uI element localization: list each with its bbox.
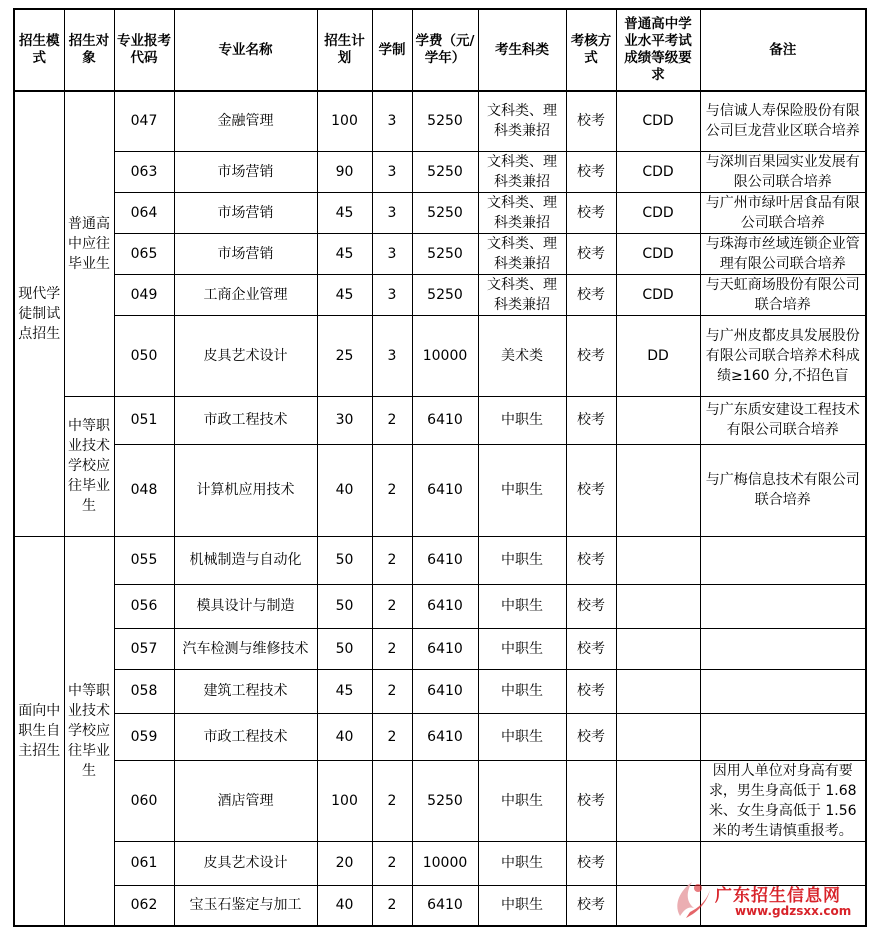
years-cell: 3 xyxy=(372,192,412,233)
name-cell: 市政工程技术 xyxy=(174,713,317,760)
name-cell: 市场营销 xyxy=(174,233,317,274)
mode-cell: 面向中职生自主招生 xyxy=(14,536,64,926)
note-cell: 因用人单位对身高有要求，男生身高低于 1.68米、女生身高低于 1.56米的考生请慎重报考。 xyxy=(700,760,866,841)
years-cell: 2 xyxy=(372,584,412,628)
table-row xyxy=(14,760,866,841)
plan-cell: 45 xyxy=(317,669,372,713)
fee-cell: 5250 xyxy=(412,274,478,315)
header-code: 专业报考代码 xyxy=(114,9,174,91)
years-cell: 2 xyxy=(372,444,412,536)
fee-cell: 6410 xyxy=(412,713,478,760)
fee-cell: 6410 xyxy=(412,396,478,444)
name-cell: 金融管理 xyxy=(174,91,317,151)
table-row xyxy=(14,584,866,628)
watermark-logo-icon xyxy=(672,876,714,922)
note-cell xyxy=(700,713,866,760)
code-cell: 056 xyxy=(114,584,174,628)
years-cell: 2 xyxy=(372,396,412,444)
years-cell: 3 xyxy=(372,91,412,151)
note-cell: 与信诚人寿保险股份有限公司巨龙营业区联合培养 xyxy=(700,91,866,151)
table-row xyxy=(14,91,866,151)
fee-cell: 6410 xyxy=(412,584,478,628)
plan-cell: 40 xyxy=(317,713,372,760)
header-fee: 学费（元/学年） xyxy=(412,9,478,91)
name-cell: 工商企业管理 xyxy=(174,274,317,315)
level-cell xyxy=(616,444,700,536)
category-cell: 文科类、理科类兼招 xyxy=(478,91,566,151)
fee-cell: 6410 xyxy=(412,669,478,713)
exam-cell: 校考 xyxy=(566,233,616,274)
fee-cell: 5250 xyxy=(412,192,478,233)
exam-cell: 校考 xyxy=(566,536,616,584)
exam-cell: 校考 xyxy=(566,91,616,151)
header-mode: 招生模式 xyxy=(14,9,64,91)
plan-cell: 45 xyxy=(317,192,372,233)
table-row xyxy=(14,444,866,536)
fee-cell: 5250 xyxy=(412,151,478,192)
exam-cell: 校考 xyxy=(566,274,616,315)
name-cell: 酒店管理 xyxy=(174,760,317,841)
header-category: 考生科类 xyxy=(478,9,566,91)
category-cell: 中职生 xyxy=(478,396,566,444)
fee-cell: 5250 xyxy=(412,233,478,274)
watermark-title: 广东招生信息网 xyxy=(715,886,841,906)
table-row xyxy=(14,396,866,444)
category-cell: 中职生 xyxy=(478,536,566,584)
years-cell: 3 xyxy=(372,274,412,315)
name-cell: 市政工程技术 xyxy=(174,396,317,444)
fee-cell: 6410 xyxy=(412,885,478,926)
code-cell: 051 xyxy=(114,396,174,444)
category-cell: 中职生 xyxy=(478,841,566,885)
years-cell: 2 xyxy=(372,669,412,713)
plan-cell: 40 xyxy=(317,444,372,536)
exam-cell: 校考 xyxy=(566,151,616,192)
code-cell: 059 xyxy=(114,713,174,760)
fee-cell: 10000 xyxy=(412,315,478,396)
category-cell: 中职生 xyxy=(478,669,566,713)
code-cell: 057 xyxy=(114,628,174,669)
note-cell: 与广州市绿叶居食品有限公司联合培养 xyxy=(700,192,866,233)
exam-cell: 校考 xyxy=(566,760,616,841)
note-cell xyxy=(700,841,866,885)
level-cell: CDD xyxy=(616,233,700,274)
category-cell: 文科类、理科类兼招 xyxy=(478,274,566,315)
code-cell: 048 xyxy=(114,444,174,536)
level-cell xyxy=(616,669,700,713)
fee-cell: 6410 xyxy=(412,536,478,584)
plan-cell: 30 xyxy=(317,396,372,444)
note-cell xyxy=(700,628,866,669)
mode-cell: 现代学徒制试点招生 xyxy=(14,91,64,536)
note-cell xyxy=(700,584,866,628)
note-cell xyxy=(700,669,866,713)
table-row xyxy=(14,315,866,396)
code-cell: 058 xyxy=(114,669,174,713)
note-cell: 与广东质安建设工程技术有限公司联合培养 xyxy=(700,396,866,444)
table-row xyxy=(14,628,866,669)
fee-cell: 10000 xyxy=(412,841,478,885)
years-cell: 2 xyxy=(372,628,412,669)
plan-cell: 40 xyxy=(317,885,372,926)
exam-cell: 校考 xyxy=(566,192,616,233)
name-cell: 市场营销 xyxy=(174,151,317,192)
code-cell: 047 xyxy=(114,91,174,151)
code-cell: 064 xyxy=(114,192,174,233)
table-row xyxy=(14,536,866,584)
years-cell: 2 xyxy=(372,536,412,584)
fee-cell: 6410 xyxy=(412,628,478,669)
plan-cell: 50 xyxy=(317,628,372,669)
exam-cell: 校考 xyxy=(566,584,616,628)
plan-cell: 90 xyxy=(317,151,372,192)
code-cell: 055 xyxy=(114,536,174,584)
years-cell: 2 xyxy=(372,841,412,885)
plan-cell: 25 xyxy=(317,315,372,396)
plan-cell: 50 xyxy=(317,584,372,628)
years-cell: 3 xyxy=(372,233,412,274)
category-cell: 中职生 xyxy=(478,885,566,926)
years-cell: 3 xyxy=(372,151,412,192)
exam-cell: 校考 xyxy=(566,713,616,760)
category-cell: 中职生 xyxy=(478,628,566,669)
header-note: 备注 xyxy=(700,9,866,91)
note-cell: 与广州皮都皮具发展股份有限公司联合培养术科成绩≥160 分,不招色盲 xyxy=(700,315,866,396)
code-cell: 060 xyxy=(114,760,174,841)
header-plan: 招生计划 xyxy=(317,9,372,91)
header-exam: 考核方式 xyxy=(566,9,616,91)
name-cell: 建筑工程技术 xyxy=(174,669,317,713)
fee-cell: 5250 xyxy=(412,91,478,151)
category-cell: 美术类 xyxy=(478,315,566,396)
code-cell: 049 xyxy=(114,274,174,315)
target-cell: 中等职业技术学校应往毕业生 xyxy=(64,536,114,926)
level-cell xyxy=(616,396,700,444)
note-cell: 与深圳百果园实业发展有限公司联合培养 xyxy=(700,151,866,192)
level-cell: CDD xyxy=(616,91,700,151)
plan-cell: 50 xyxy=(317,536,372,584)
level-cell xyxy=(616,713,700,760)
exam-cell: 校考 xyxy=(566,315,616,396)
note-cell xyxy=(700,536,866,584)
fee-cell: 5250 xyxy=(412,760,478,841)
category-cell: 中职生 xyxy=(478,760,566,841)
level-cell: DD xyxy=(616,315,700,396)
header-name: 专业名称 xyxy=(174,9,317,91)
years-cell: 3 xyxy=(372,315,412,396)
plan-cell: 45 xyxy=(317,274,372,315)
table-row xyxy=(14,274,866,315)
level-cell xyxy=(616,536,700,584)
target-cell: 普通高中应往毕业生 xyxy=(64,91,114,396)
level-cell xyxy=(616,584,700,628)
level-cell: CDD xyxy=(616,274,700,315)
name-cell: 宝玉石鉴定与加工 xyxy=(174,885,317,926)
level-cell xyxy=(616,760,700,841)
table-row xyxy=(14,233,866,274)
plan-cell: 20 xyxy=(317,841,372,885)
category-cell: 中职生 xyxy=(478,444,566,536)
code-cell: 062 xyxy=(114,885,174,926)
header-years: 学制 xyxy=(372,9,412,91)
name-cell: 皮具艺术设计 xyxy=(174,841,317,885)
category-cell: 文科类、理科类兼招 xyxy=(478,151,566,192)
name-cell: 计算机应用技术 xyxy=(174,444,317,536)
exam-cell: 校考 xyxy=(566,444,616,536)
table-row xyxy=(14,192,866,233)
table-row xyxy=(14,841,866,885)
category-cell: 中职生 xyxy=(478,584,566,628)
fee-cell: 6410 xyxy=(412,444,478,536)
watermark-url: www.gdzsxx.com xyxy=(735,904,852,918)
table-row xyxy=(14,713,866,760)
years-cell: 2 xyxy=(372,713,412,760)
table-row xyxy=(14,151,866,192)
level-cell xyxy=(616,628,700,669)
code-cell: 065 xyxy=(114,233,174,274)
plan-cell: 45 xyxy=(317,233,372,274)
exam-cell: 校考 xyxy=(566,885,616,926)
years-cell: 2 xyxy=(372,760,412,841)
category-cell: 文科类、理科类兼招 xyxy=(478,233,566,274)
name-cell: 模具设计与制造 xyxy=(174,584,317,628)
admission-table xyxy=(13,8,867,927)
target-cell: 中等职业技术学校应往毕业生 xyxy=(64,396,114,536)
plan-cell: 100 xyxy=(317,760,372,841)
code-cell: 050 xyxy=(114,315,174,396)
category-cell: 中职生 xyxy=(478,713,566,760)
header-row xyxy=(14,9,866,91)
note-cell: 与珠海市丝域连锁企业管理有限公司联合培养 xyxy=(700,233,866,274)
plan-cell: 100 xyxy=(317,91,372,151)
name-cell: 市场营销 xyxy=(174,192,317,233)
exam-cell: 校考 xyxy=(566,628,616,669)
table-row xyxy=(14,669,866,713)
name-cell: 机械制造与自动化 xyxy=(174,536,317,584)
name-cell: 汽车检测与维修技术 xyxy=(174,628,317,669)
category-cell: 文科类、理科类兼招 xyxy=(478,192,566,233)
header-level: 普通高中学业水平考试成绩等级要求 xyxy=(616,9,700,91)
code-cell: 061 xyxy=(114,841,174,885)
exam-cell: 校考 xyxy=(566,669,616,713)
header-target: 招生对象 xyxy=(64,9,114,91)
name-cell: 皮具艺术设计 xyxy=(174,315,317,396)
exam-cell: 校考 xyxy=(566,396,616,444)
exam-cell: 校考 xyxy=(566,841,616,885)
code-cell: 063 xyxy=(114,151,174,192)
level-cell: CDD xyxy=(616,192,700,233)
level-cell: CDD xyxy=(616,151,700,192)
note-cell: 与天虹商场股份有限公司联合培养 xyxy=(700,274,866,315)
years-cell: 2 xyxy=(372,885,412,926)
note-cell: 与广梅信息技术有限公司联合培养 xyxy=(700,444,866,536)
